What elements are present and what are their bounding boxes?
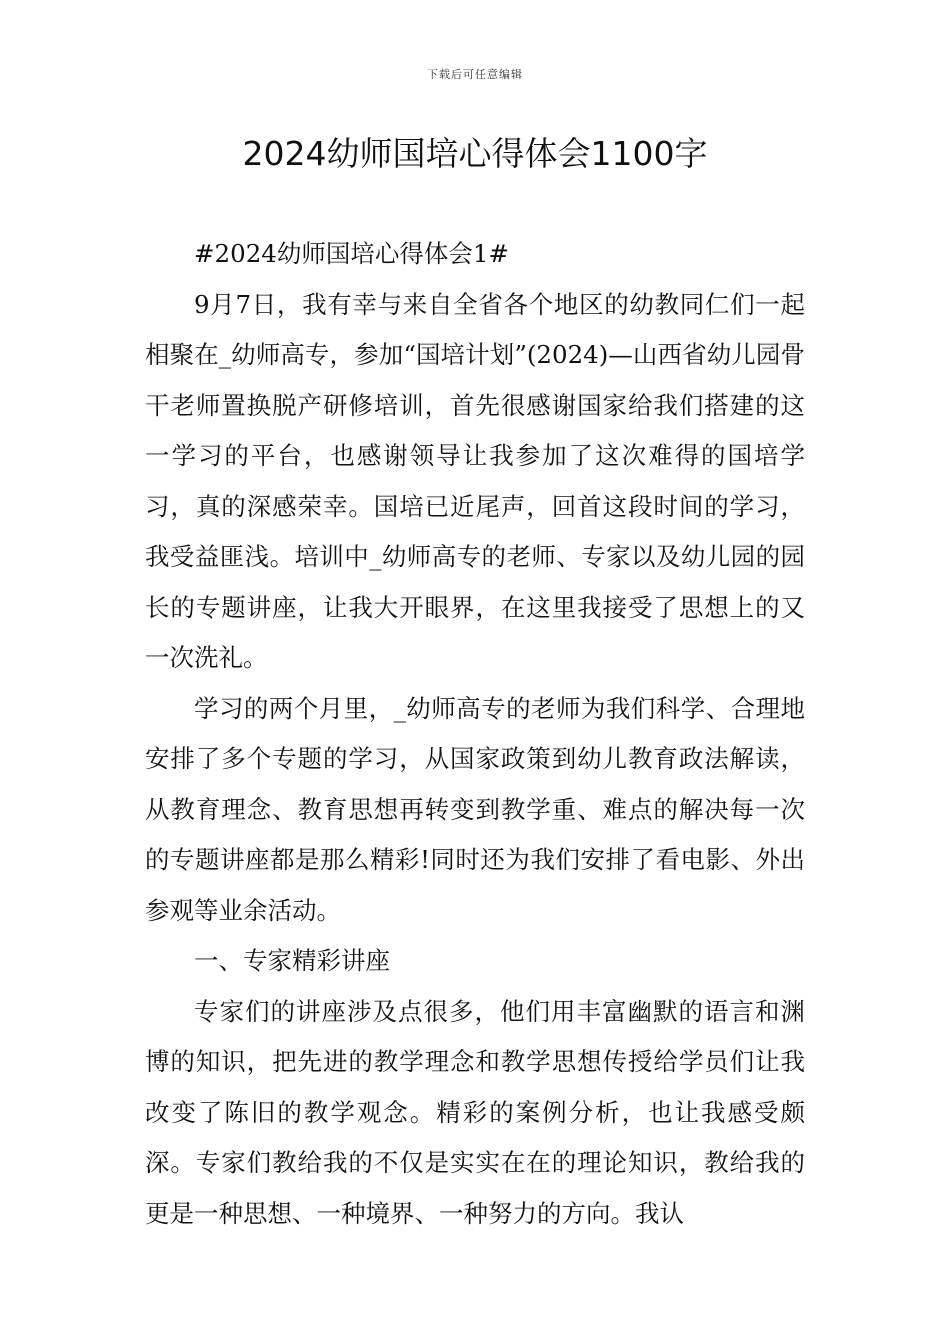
paragraph: 9月7日，我有幸与来自全省各个地区的幼教同仁们一起相聚在_幼师高专，参加“国培计划”(2024)—山西省幼儿园骨干老师置换脱产研修培训，首先很感谢国家给我们搭建的这一学习的平台，也感谢领导让我参加了这次难得的国培学习，真的深感荣幸。国培已近尾声，回首这段时间的学习，我受益匪浅。培训中_幼师高专的老师、专家以及幼儿园的园长的专题讲座，让我大开眼界，在这里我接受了思想上的又一次洗礼。 xyxy=(145,289,805,672)
paragraph: 学习的两个月里，_幼师高专的老师为我们科学、合理地安排了多个专题的学习，从国家政策到幼儿教育政法解读，从教育理念、教育思想再转变到教学重、难点的解决每一次的专题讲座都是那么精彩!同时还为我们安排了看电影、外出参观等业余活动。 xyxy=(145,693,805,925)
paragraph-heading-1: #2024幼师国培心得体会1# xyxy=(194,239,509,268)
header-note: 下载后可任意编辑 xyxy=(427,68,523,81)
section-heading: 一、专家精彩讲座 xyxy=(194,946,390,975)
paragraph: 专家们的讲座涉及点很多，他们用丰富幽默的语言和渊博的知识，把先进的教学理念和教学思想传授给学员们让我改变了陈旧的教学观念。精彩的案例分析，也让我感受颇深。专家们教给我的不仅是实实在在的理论知识，教给我的更是一种思想、一种境界、一种努力的方向。我认 xyxy=(145,996,805,1228)
document-title: 2024幼师国培心得体会1100字 xyxy=(242,134,708,173)
document-body xyxy=(145,229,805,1239)
